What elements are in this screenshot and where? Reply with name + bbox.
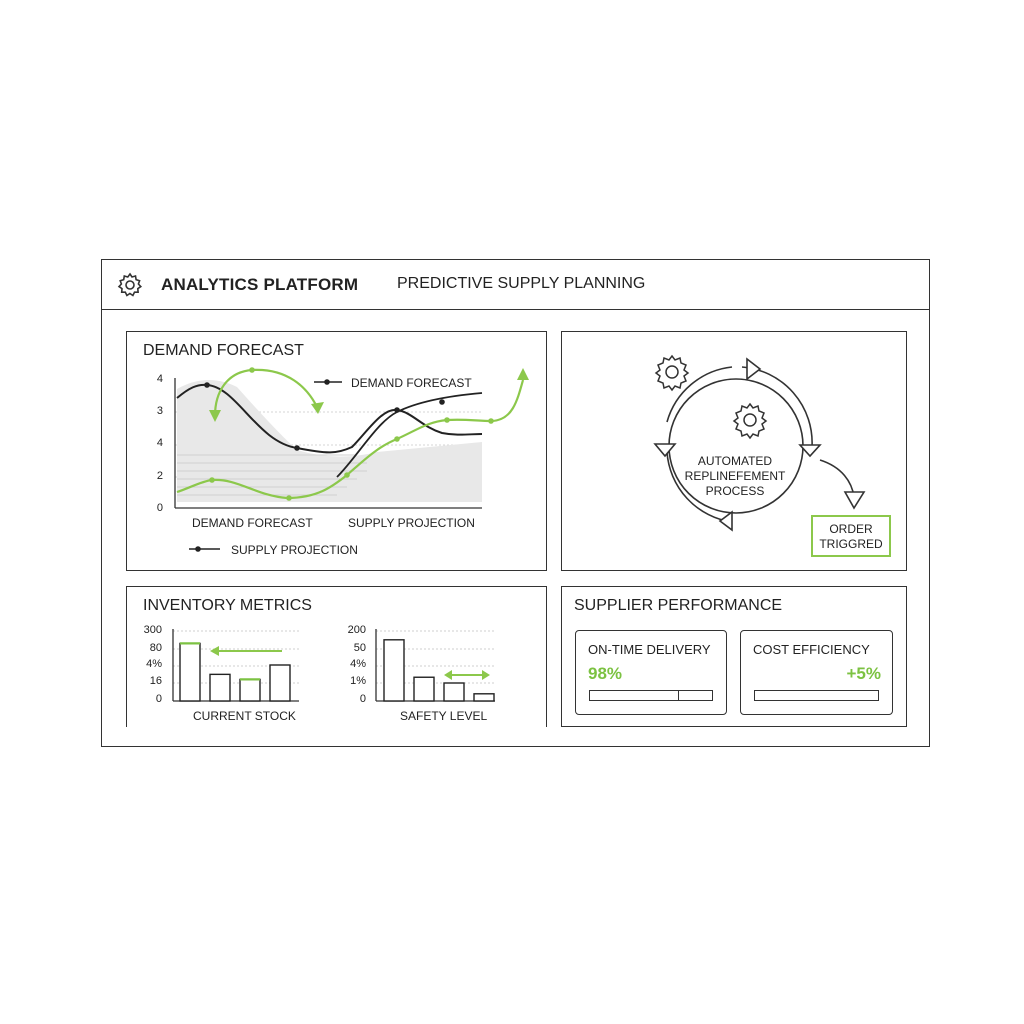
- cycle-arrow-bottom-icon: [720, 512, 732, 530]
- cost-efficiency-card[interactable]: [740, 630, 893, 715]
- y-tick-label: 0: [359, 693, 366, 705]
- legend-supply-marker: [189, 546, 220, 552]
- gear-icon: [656, 356, 688, 390]
- legend-demand-label: DEMAND FORECAST: [351, 376, 472, 390]
- cost-progress-bar: [754, 690, 879, 701]
- current-stock-bar: [240, 679, 260, 701]
- y-tick-label: 1%: [350, 675, 366, 687]
- x-label-supply: SUPPLY PROJECTION: [348, 516, 475, 530]
- on-time-progress-bar: [589, 690, 713, 701]
- app-title: ANALYTICS PLATFORM: [161, 275, 359, 294]
- safety-level-bar: [474, 694, 494, 701]
- order-line-2: TRIGGRED: [819, 537, 883, 551]
- inventory-metrics-panel: [126, 586, 547, 727]
- dashboard-window: [101, 259, 930, 747]
- cycle-arrow-top-icon: [747, 359, 760, 379]
- settings-gear-icon[interactable]: [116, 271, 144, 299]
- on-time-delivery-value: 98%: [588, 664, 623, 683]
- progress-divider: [678, 691, 679, 700]
- arrow-left-icon: [444, 670, 452, 680]
- current-stock-bar: [270, 665, 290, 701]
- demand-forecast-panel: [126, 331, 547, 571]
- arrow-left-icon: [210, 646, 219, 656]
- safety-level-bar: [414, 677, 434, 701]
- supplier-performance-panel: [561, 586, 907, 727]
- safety-level-bar: [444, 683, 464, 701]
- forecast-range-area: [177, 380, 482, 502]
- order-trigger-arrow-icon: [845, 492, 864, 508]
- y-tick-label: 4%: [146, 658, 162, 670]
- gear-icon: [734, 404, 766, 438]
- cycle-arrow-left-icon: [655, 444, 675, 456]
- legend-demand-marker: [314, 379, 342, 385]
- cycle-line-3: PROCESS: [705, 484, 765, 498]
- cost-efficiency-value: +5%: [846, 664, 881, 683]
- order-line-1: ORDER: [829, 522, 873, 536]
- y-tick-label: 0: [156, 502, 163, 514]
- y-tick-label: 4: [156, 373, 163, 385]
- x-label-demand: DEMAND FORECAST: [192, 516, 313, 530]
- current-stock-bar: [180, 643, 200, 701]
- y-tick-label: 3: [156, 405, 163, 417]
- cycle-process-label: [680, 454, 790, 499]
- replenishment-process-panel: [561, 331, 907, 571]
- y-tick-label: 16: [149, 675, 162, 687]
- demand-forecast-chart: [127, 332, 548, 572]
- cost-efficiency-label: COST EFFICIENCY: [753, 642, 870, 657]
- supplier-performance-title: SUPPLIER PERFORMANCE: [574, 597, 783, 614]
- safety-level-bar: [384, 640, 404, 701]
- inventory-metrics-title: INVENTORY METRICS: [143, 597, 312, 614]
- order-triggered-box[interactable]: [811, 515, 891, 557]
- y-tick-label: 4%: [350, 658, 366, 670]
- cycle-line-2: REPLINEFEMENT: [684, 469, 786, 483]
- app-header: [102, 260, 929, 310]
- y-tick-label: 200: [347, 624, 366, 636]
- current-stock-label: CURRENT STOCK: [193, 709, 296, 723]
- trend-up-arrow-line: [492, 380, 523, 421]
- y-tick-label: 2: [156, 470, 163, 482]
- demand-forecast-title: DEMAND FORECAST: [143, 342, 304, 359]
- current-stock-bars: [180, 643, 290, 701]
- on-time-delivery-label: ON-TIME DELIVERY: [588, 642, 711, 657]
- arrow-right-icon: [482, 670, 490, 680]
- page-subtitle: PREDICTIVE SUPPLY PLANNING: [397, 275, 646, 292]
- cycle-line-1: AUTOMATED: [697, 454, 773, 468]
- inventory-bar-charts: [127, 587, 548, 728]
- y-tick-label: 50: [353, 642, 366, 654]
- y-tick-label: 0: [155, 693, 162, 705]
- current-stock-bar: [210, 674, 230, 701]
- y-tick-label: 300: [143, 624, 162, 636]
- safety-level-label: SAFETY LEVEL: [400, 709, 488, 723]
- y-tick-label: 80: [149, 642, 162, 654]
- trend-up-arrow-icon: [517, 368, 529, 380]
- on-time-delivery-card[interactable]: [575, 630, 727, 715]
- y-tick-label: 4: [156, 437, 163, 449]
- legend-supply-label: SUPPLY PROJECTION: [231, 543, 358, 557]
